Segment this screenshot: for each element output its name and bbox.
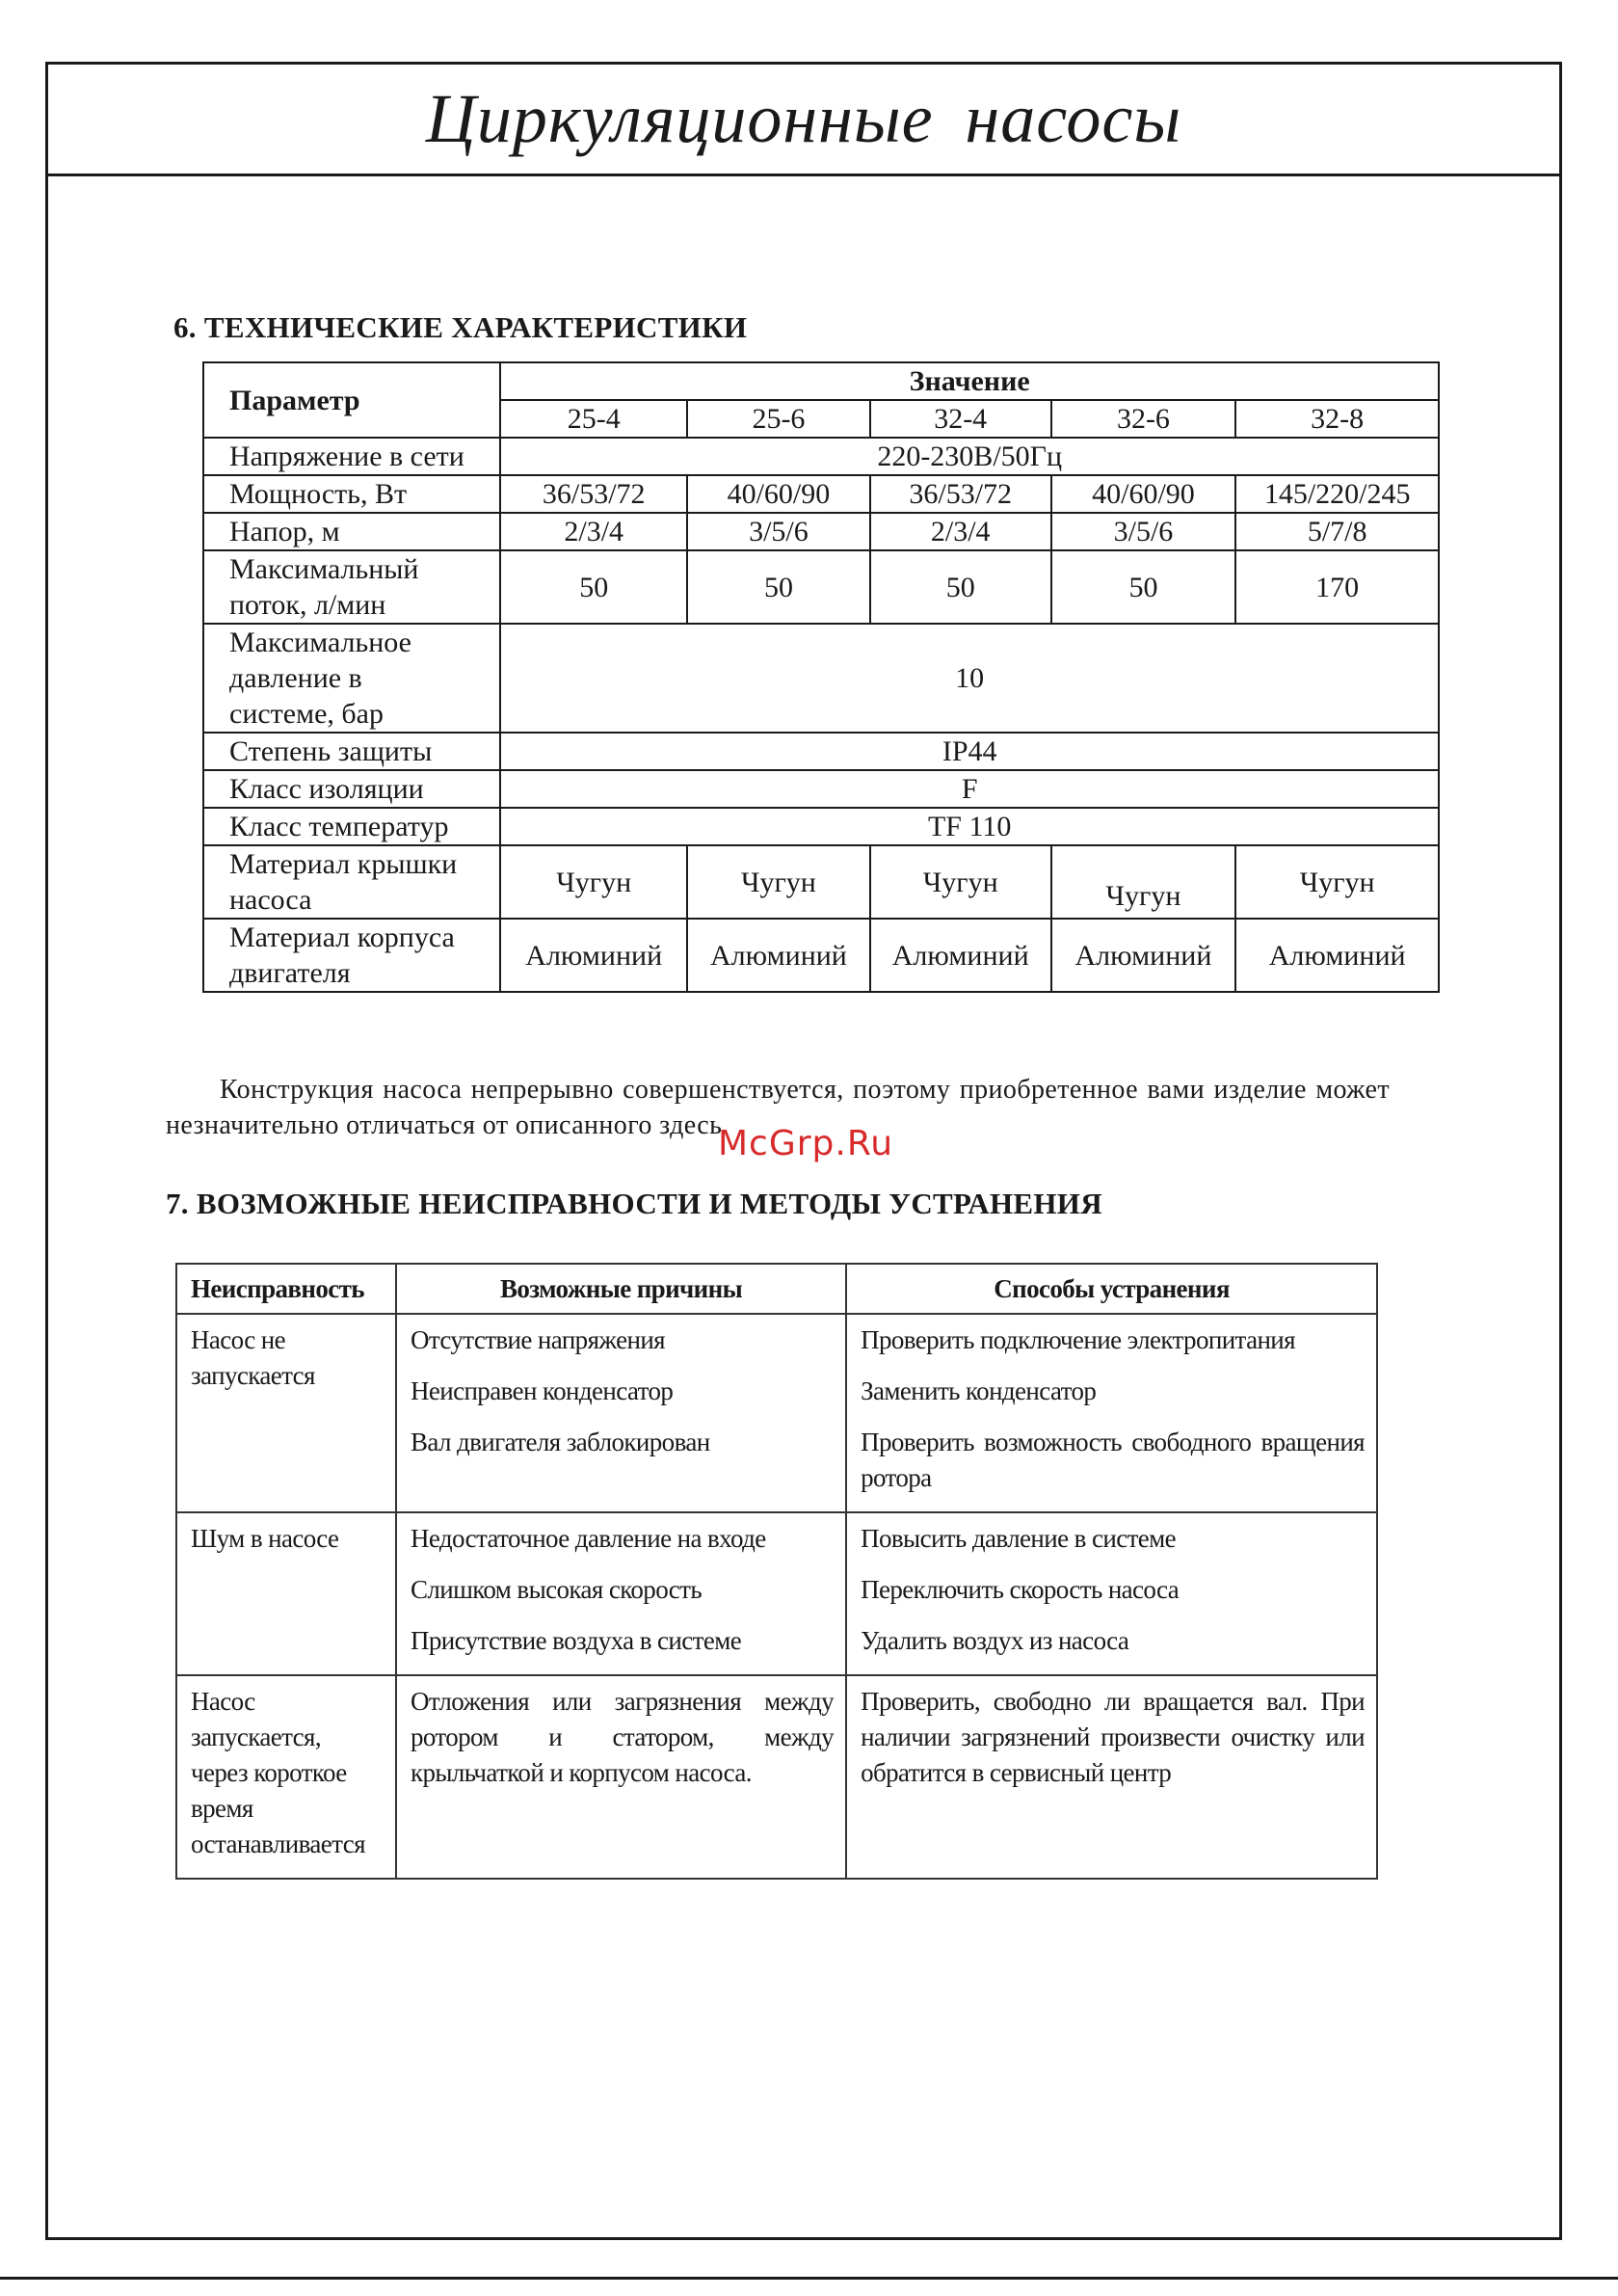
bottom-rule (0, 2277, 1618, 2280)
causes-cell (396, 1512, 846, 1675)
param-label: Материал корпуса (229, 921, 455, 953)
cause-item: Недостаточное давление на входе (410, 1524, 766, 1553)
param-label: насоса (229, 884, 312, 916)
spec-value: Чугун (870, 845, 1051, 919)
specs-row (203, 770, 1439, 808)
faults-table (175, 1263, 1378, 1880)
cause-item: Неисправен конденсатор (410, 1376, 674, 1405)
cause-item: Вал двигателя заблокирован (410, 1428, 710, 1456)
param-label: системе, бар (229, 698, 384, 730)
spec-value: Чугун (1051, 845, 1236, 919)
param-label-cell (203, 845, 500, 919)
spec-value: 40/60/90 (687, 475, 870, 513)
spec-value: IP44 (500, 733, 1439, 770)
model-header: 25-6 (687, 400, 870, 438)
fault-text: останавливается (191, 1829, 365, 1858)
causes-col-header: Возможные причины (396, 1264, 846, 1314)
spec-value: 36/53/72 (500, 475, 687, 513)
spec-value: 10 (500, 624, 1439, 733)
cause-item: Отсутствие напряжения (410, 1325, 665, 1354)
fix-item: Повысить давление в системе (861, 1524, 1177, 1553)
param-label: двигателя (229, 957, 351, 989)
spec-value: Чугун (687, 845, 870, 919)
param-header: Параметр (203, 362, 500, 438)
param-label-cell (203, 808, 500, 845)
fix-item: Проверить подключение электропитания (861, 1325, 1295, 1354)
param-label: Материал крышки (229, 848, 458, 880)
faults-heading: 7. ВОЗМОЖНЫЕ НЕИСПРАВНОСТИ И МЕТОДЫ УСТРАНЕНИЯ (166, 1187, 1102, 1220)
spec-value: Алюминий (1235, 919, 1439, 992)
specs-row (203, 624, 1439, 733)
spec-value: TF 110 (500, 808, 1439, 845)
fixes-col-header: Способы устранения (846, 1264, 1377, 1314)
param-label-cell (203, 475, 500, 513)
fault-row (176, 1675, 1377, 1879)
param-label-cell (203, 513, 500, 550)
spec-value: Алюминий (687, 919, 870, 992)
param-label-cell (203, 770, 500, 808)
title-bar (48, 65, 1559, 176)
param-label: Максимальный (229, 553, 419, 585)
fix-item: Заменить конденсатор (861, 1376, 1097, 1405)
spec-value: 170 (1235, 550, 1439, 624)
spec-value: 50 (687, 550, 870, 624)
specs-heading: 6. ТЕХНИЧЕСКИЕ ХАРАКТЕРИСТИКИ (173, 310, 748, 344)
fixes-cell (846, 1675, 1377, 1879)
cause-item: Отложения или загрязнения между ротором и статором, между крыльчаткой и корпусом насоса. (410, 1687, 835, 1787)
param-label: Напряжение в сети (229, 441, 464, 472)
specs-header-row (203, 362, 1439, 400)
fault-cell (176, 1512, 396, 1675)
specs-row (203, 733, 1439, 770)
specs-row (203, 475, 1439, 513)
specs-table (202, 361, 1440, 993)
spec-value: 36/53/72 (870, 475, 1051, 513)
fix-item: Переключить скорость насоса (861, 1575, 1180, 1604)
param-label: давление в (229, 662, 362, 694)
spec-value: Алюминий (1051, 919, 1236, 992)
model-header: 32-6 (1051, 400, 1236, 438)
fault-row (176, 1512, 1377, 1675)
spec-value: 3/5/6 (687, 513, 870, 550)
model-header: 32-8 (1235, 400, 1439, 438)
faults-header-row (176, 1264, 1377, 1314)
spec-value: Алюминий (870, 919, 1051, 992)
spec-value: 3/5/6 (1051, 513, 1236, 550)
fault-cell (176, 1314, 396, 1512)
spec-value: 5/7/8 (1235, 513, 1439, 550)
spec-value: Чугун (1235, 845, 1439, 919)
spec-value: F (500, 770, 1439, 808)
model-header: 25-4 (500, 400, 687, 438)
specs-row (203, 845, 1439, 919)
param-label: Степень защиты (229, 735, 433, 767)
fault-text: Насос (191, 1687, 255, 1716)
spec-value: 220-230В/50Гц (500, 438, 1439, 475)
specs-row (203, 438, 1439, 475)
spec-value: 50 (1051, 550, 1236, 624)
note-text: Конструкция насоса непрерывно совершенствуется, поэтому приобретенное вами изделие может незначительно отличаться от описанного здесь. (166, 1075, 1390, 1140)
spec-value: Алюминий (500, 919, 687, 992)
spec-value: 2/3/4 (870, 513, 1051, 550)
param-label: поток, л/мин (229, 589, 386, 621)
specs-row (203, 919, 1439, 992)
param-label: Максимальное (229, 627, 411, 658)
fixes-cell (846, 1512, 1377, 1675)
fix-item: Проверить, свободно ли вращается вал. При наличии загрязнений произвести очистку или обратится в сервисный центр (861, 1687, 1365, 1787)
fault-text: Насос не (191, 1325, 286, 1354)
param-label: Класс температур (229, 811, 449, 842)
spec-value: 50 (870, 550, 1051, 624)
param-label-cell (203, 550, 500, 624)
page-title: Циркуляционные насосы (425, 80, 1182, 157)
param-label: Класс изоляции (229, 773, 424, 805)
cause-item: Слишком высокая скорость (410, 1575, 703, 1604)
param-label-cell (203, 919, 500, 992)
fix-item: Удалить воздух из насоса (861, 1626, 1129, 1655)
fault-text: через короткое (191, 1758, 347, 1787)
param-label: Напор, м (229, 516, 340, 547)
spec-value: 40/60/90 (1051, 475, 1236, 513)
specs-row (203, 808, 1439, 845)
param-label-cell (203, 624, 500, 733)
spec-value: 50 (500, 550, 687, 624)
specs-row (203, 550, 1439, 624)
watermark: McGrp.Ru (718, 1124, 894, 1163)
fault-text: время (191, 1794, 253, 1823)
causes-cell (396, 1675, 846, 1879)
value-header: Значение (500, 362, 1439, 400)
fault-text: Шум в насосе (191, 1524, 339, 1553)
fault-cell (176, 1675, 396, 1879)
param-label-cell (203, 438, 500, 475)
param-label-cell (203, 733, 500, 770)
specs-row (203, 513, 1439, 550)
fault-row (176, 1314, 1377, 1512)
param-label: Мощность, Вт (229, 478, 408, 510)
causes-cell (396, 1314, 846, 1512)
spec-value: 145/220/245 (1235, 475, 1439, 513)
fault-text: запускается (191, 1361, 315, 1390)
fixes-cell (846, 1314, 1377, 1512)
fault-col-header: Неисправность (176, 1264, 396, 1314)
spec-value: Чугун (500, 845, 687, 919)
model-header: 32-4 (870, 400, 1051, 438)
spec-value: 2/3/4 (500, 513, 687, 550)
cause-item: Присутствие воздуха в системе (410, 1626, 742, 1655)
fault-text: запускается, (191, 1722, 321, 1751)
fix-item: Проверить возможность свободного вращения ротора (861, 1428, 1365, 1492)
